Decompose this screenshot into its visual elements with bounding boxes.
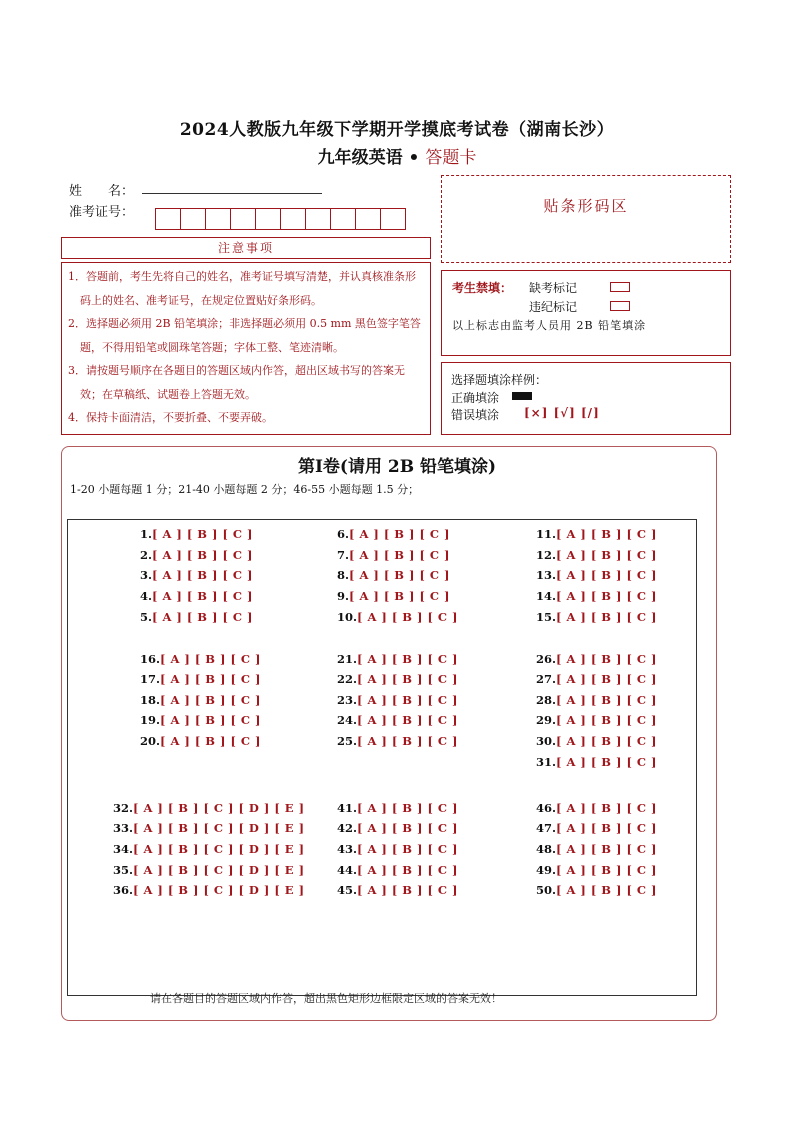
answer-options[interactable]: [ A ] [ B ] [ C ] xyxy=(357,821,458,835)
id-digit-box[interactable] xyxy=(180,208,206,230)
exam-id-boxes[interactable] xyxy=(155,208,405,230)
question-number: 9. xyxy=(337,589,350,603)
answer-options[interactable]: [ A ] [ B ] [ C ] xyxy=(556,863,657,877)
question-row[interactable] xyxy=(536,527,657,541)
question-row[interactable] xyxy=(536,693,657,707)
proctor-note: 以上标志由监考人员用 2B 铅笔填涂 xyxy=(452,319,647,332)
question-number: 8. xyxy=(337,568,350,582)
question-row[interactable] xyxy=(140,589,253,603)
wrong-fill-marks: [×] [√] [/] xyxy=(524,406,600,420)
question-row[interactable] xyxy=(536,672,657,686)
answer-area-warning: 请在各题目的答题区域内作答，超出黑色矩形边框限定区域的答案无效！ xyxy=(150,992,502,1005)
answer-options[interactable]: [ A ] [ B ] [ C ] xyxy=(357,652,458,666)
answer-options[interactable]: [ A ] [ B ] [ C ] xyxy=(556,652,657,666)
question-number: 2. xyxy=(140,548,153,562)
answer-options[interactable]: [ A ] [ B ] [ C ] xyxy=(556,801,657,815)
correct-fill-swatch xyxy=(512,392,532,400)
question-row[interactable] xyxy=(337,568,450,582)
question-number: 16. xyxy=(140,652,161,666)
question-number: 50. xyxy=(536,883,557,897)
name-field[interactable] xyxy=(142,193,322,194)
question-number: 11. xyxy=(536,527,557,541)
question-number: 26. xyxy=(536,652,557,666)
question-row[interactable] xyxy=(536,568,657,582)
notice-heading: 注意事项 xyxy=(61,237,431,259)
violation-mark-label: 违纪标记 xyxy=(529,300,578,314)
question-row[interactable] xyxy=(536,863,657,877)
answer-options[interactable]: [ A ] [ B ] [ C ] xyxy=(556,589,657,603)
notice-item: 4．保持卡面清洁，不要折叠、不要弄破。 xyxy=(68,411,273,424)
question-row[interactable] xyxy=(113,821,305,835)
subject-label: 九年级英语 xyxy=(317,148,403,168)
answer-options[interactable]: [ A ] [ B ] [ C ] xyxy=(152,568,253,582)
question-number: 20. xyxy=(140,734,161,748)
answer-options[interactable]: [ A ] [ B ] [ C ] xyxy=(556,883,657,897)
notice-item: 1．答题前，考生先将自己的姓名，准考证号填写清楚，并认真核准条形码上的姓名、准考证号，在规定位置贴好条形码。 xyxy=(68,270,416,307)
answer-options[interactable]: [ A ] [ B ] [ C ] xyxy=(349,548,450,562)
question-number: 15. xyxy=(536,610,557,624)
answer-options[interactable]: [ A ] [ B ] [ C ] [ D ] [ E ] xyxy=(133,821,305,835)
question-number: 47. xyxy=(536,821,557,835)
question-number: 31. xyxy=(536,755,557,769)
question-number: 7. xyxy=(337,548,350,562)
question-number: 25. xyxy=(337,734,358,748)
question-number: 17. xyxy=(140,672,161,686)
question-number: 42. xyxy=(337,821,358,835)
question-row[interactable] xyxy=(337,801,458,815)
answer-options[interactable]: [ A ] [ B ] [ C ] xyxy=(152,610,253,624)
id-digit-box[interactable] xyxy=(380,208,406,230)
question-number: 19. xyxy=(140,713,161,727)
id-digit-box[interactable] xyxy=(155,208,181,230)
question-row[interactable] xyxy=(337,652,458,666)
answer-options[interactable]: [ A ] [ B ] [ C ] xyxy=(349,589,450,603)
question-row[interactable] xyxy=(536,589,657,603)
notice-item: 3．请按题号顺序在各题目的答题区域内作答，超出区域书写的答案无效；在草稿纸、试题卷上答题无效。 xyxy=(68,364,405,401)
answer-options[interactable]: [ A ] [ B ] [ C ] xyxy=(556,755,657,769)
fill-sample-title: 选择题填涂样例： xyxy=(451,373,548,387)
absent-mark-label: 缺考标记 xyxy=(529,281,578,295)
question-number: 34. xyxy=(113,842,134,856)
question-row[interactable] xyxy=(113,863,305,877)
question-number: 18. xyxy=(140,693,161,707)
answer-options[interactable]: [ A ] [ B ] [ C ] xyxy=(556,568,657,582)
answer-options[interactable]: [ A ] [ B ] [ C ] xyxy=(556,693,657,707)
question-number: 3. xyxy=(140,568,153,582)
question-row[interactable] xyxy=(337,863,458,877)
answer-options[interactable]: [ A ] [ B ] [ C ] [ D ] [ E ] xyxy=(133,883,305,897)
answer-options[interactable]: [ A ] [ B ] [ C ] xyxy=(556,713,657,727)
answer-options[interactable]: [ A ] [ B ] [ C ] xyxy=(556,734,657,748)
question-row[interactable] xyxy=(337,713,458,727)
answer-options[interactable]: [ A ] [ B ] [ C ] xyxy=(160,652,261,666)
answer-options[interactable]: [ A ] [ B ] [ C ] xyxy=(357,863,458,877)
question-row[interactable] xyxy=(113,842,305,856)
answer-options[interactable]: [ A ] [ B ] [ C ] xyxy=(556,821,657,835)
question-row[interactable] xyxy=(140,713,261,727)
card-subtitle xyxy=(0,143,794,168)
question-number: 14. xyxy=(536,589,557,603)
question-row[interactable] xyxy=(536,652,657,666)
answer-grid xyxy=(67,519,697,996)
id-digit-box[interactable] xyxy=(255,208,281,230)
question-row[interactable] xyxy=(337,672,458,686)
question-row[interactable] xyxy=(536,610,657,624)
barcode-label: 贴条形码区 xyxy=(543,196,629,215)
question-number: 21. xyxy=(337,652,358,666)
answer-options[interactable]: [ A ] [ B ] [ C ] xyxy=(357,693,458,707)
question-row[interactable] xyxy=(337,842,458,856)
answer-options[interactable]: [ A ] [ B ] [ C ] xyxy=(152,589,253,603)
barcode-area xyxy=(441,175,731,263)
answer-options[interactable]: [ A ] [ B ] [ C ] xyxy=(160,713,261,727)
question-number: 10. xyxy=(337,610,358,624)
question-row[interactable] xyxy=(536,801,657,815)
question-number: 24. xyxy=(337,713,358,727)
question-row[interactable] xyxy=(536,842,657,856)
answer-options[interactable]: [ A ] [ B ] [ C ] xyxy=(349,568,450,582)
answer-options[interactable]: [ A ] [ B ] [ C ] xyxy=(357,713,458,727)
answer-options[interactable]: [ A ] [ B ] [ C ] xyxy=(357,883,458,897)
question-number: 49. xyxy=(536,863,557,877)
answer-options[interactable]: [ A ] [ B ] [ C ] xyxy=(556,548,657,562)
question-row[interactable] xyxy=(337,693,458,707)
question-row[interactable] xyxy=(337,548,450,562)
id-digit-box[interactable] xyxy=(205,208,231,230)
question-number: 48. xyxy=(536,842,557,856)
question-row[interactable] xyxy=(536,548,657,562)
subtitle-separator: • xyxy=(402,148,426,168)
answer-options[interactable]: [ A ] [ B ] [ C ] xyxy=(160,693,261,707)
answer-options[interactable]: [ A ] [ B ] [ C ] xyxy=(160,672,261,686)
answer-options[interactable]: [ A ] [ B ] [ C ] [ D ] [ E ] xyxy=(133,863,305,877)
answer-options[interactable]: [ A ] [ B ] [ C ] xyxy=(160,734,261,748)
question-row[interactable] xyxy=(536,883,657,897)
id-digit-box[interactable] xyxy=(305,208,331,230)
answer-options[interactable]: [ A ] [ B ] [ C ] [ D ] [ E ] xyxy=(133,801,305,815)
absent-mark-box[interactable] xyxy=(610,282,630,292)
exam-title: 2024人教版九年级下学期开学摸底考试卷（湖南长沙） xyxy=(179,120,615,140)
wrong-fill-label: 错误填涂 xyxy=(451,408,500,422)
question-number: 22. xyxy=(337,672,358,686)
question-number: 33. xyxy=(113,821,134,835)
fill-sample-box xyxy=(441,362,731,435)
question-row[interactable] xyxy=(337,610,458,624)
question-number: 27. xyxy=(536,672,557,686)
question-number: 4. xyxy=(140,589,153,603)
answer-options[interactable]: [ A ] [ B ] [ C ] xyxy=(357,672,458,686)
question-number: 28. xyxy=(536,693,557,707)
answer-options[interactable]: [ A ] [ B ] [ C ] xyxy=(357,734,458,748)
question-row[interactable] xyxy=(536,755,657,769)
answer-card-label: 答题卡 xyxy=(425,148,477,168)
question-number: 5. xyxy=(140,610,153,624)
question-row[interactable] xyxy=(140,652,261,666)
question-row[interactable] xyxy=(140,672,261,686)
answer-options[interactable]: [ A ] [ B ] [ C ] xyxy=(556,527,657,541)
id-digit-box[interactable] xyxy=(355,208,381,230)
answer-options[interactable]: [ A ] [ B ] [ C ] xyxy=(357,610,458,624)
exam-id-label: 准考证号： xyxy=(69,205,135,220)
notice-box xyxy=(61,262,431,435)
answer-options[interactable]: [ A ] [ B ] [ C ] xyxy=(152,527,253,541)
proctor-only-box xyxy=(441,270,731,356)
question-number: 6. xyxy=(337,527,350,541)
violation-mark-box[interactable] xyxy=(610,301,630,311)
question-row[interactable] xyxy=(536,713,657,727)
question-number: 29. xyxy=(536,713,557,727)
question-number: 13. xyxy=(536,568,557,582)
question-number: 1. xyxy=(140,527,153,541)
id-digit-box[interactable] xyxy=(280,208,306,230)
part1-title: 第Ⅰ卷(请用 2B 铅笔填涂) xyxy=(297,457,497,477)
answer-options[interactable]: [ A ] [ B ] [ C ] xyxy=(349,527,450,541)
question-row[interactable] xyxy=(337,589,450,603)
question-row[interactable] xyxy=(140,693,261,707)
answer-options[interactable]: [ A ] [ B ] [ C ] xyxy=(556,610,657,624)
question-row[interactable] xyxy=(337,734,458,748)
question-number: 46. xyxy=(536,801,557,815)
question-number: 45. xyxy=(337,883,358,897)
name-label: 姓 名： xyxy=(69,184,135,199)
correct-fill-label: 正确填涂 xyxy=(451,391,500,405)
question-number: 12. xyxy=(536,548,557,562)
question-number: 30. xyxy=(536,734,557,748)
question-row[interactable] xyxy=(113,883,305,897)
question-row[interactable] xyxy=(140,610,253,624)
answer-options[interactable]: [ A ] [ B ] [ C ] [ D ] [ E ] xyxy=(133,842,305,856)
question-number: 32. xyxy=(113,801,134,815)
question-number: 41. xyxy=(337,801,358,815)
question-row[interactable] xyxy=(140,527,253,541)
notice-item: 2．选择题必须用 2B 铅笔填涂；非选择题必须用 0.5 mm 黑色签字笔答题，不得用铅笔或圆珠笔答题；字体工整、笔迹清晰。 xyxy=(68,317,421,354)
question-row[interactable] xyxy=(337,821,458,835)
answer-options[interactable]: [ A ] [ B ] [ C ] xyxy=(152,548,253,562)
question-row[interactable] xyxy=(337,527,450,541)
question-number: 35. xyxy=(113,863,134,877)
question-row[interactable] xyxy=(113,801,305,815)
id-digit-box[interactable] xyxy=(330,208,356,230)
proctor-only-label: 考生禁填： xyxy=(452,281,513,295)
question-number: 43. xyxy=(337,842,358,856)
answer-options[interactable]: [ A ] [ B ] [ C ] xyxy=(556,672,657,686)
answer-options[interactable]: [ A ] [ B ] [ C ] xyxy=(357,842,458,856)
question-number: 36. xyxy=(113,883,134,897)
question-row[interactable] xyxy=(536,821,657,835)
question-row[interactable] xyxy=(337,883,458,897)
question-row[interactable] xyxy=(140,568,253,582)
scoring-note: 1-20 小题每题 1 分；21-40 小题每题 2 分；46-55 小题每题 1.5 分； xyxy=(70,483,420,496)
question-number: 44. xyxy=(337,863,358,877)
id-digit-box[interactable] xyxy=(230,208,256,230)
answer-options[interactable]: [ A ] [ B ] [ C ] xyxy=(556,842,657,856)
answer-options[interactable]: [ A ] [ B ] [ C ] xyxy=(357,801,458,815)
question-row[interactable] xyxy=(140,548,253,562)
question-row[interactable] xyxy=(536,734,657,748)
question-row[interactable] xyxy=(140,734,261,748)
question-number: 23. xyxy=(337,693,358,707)
